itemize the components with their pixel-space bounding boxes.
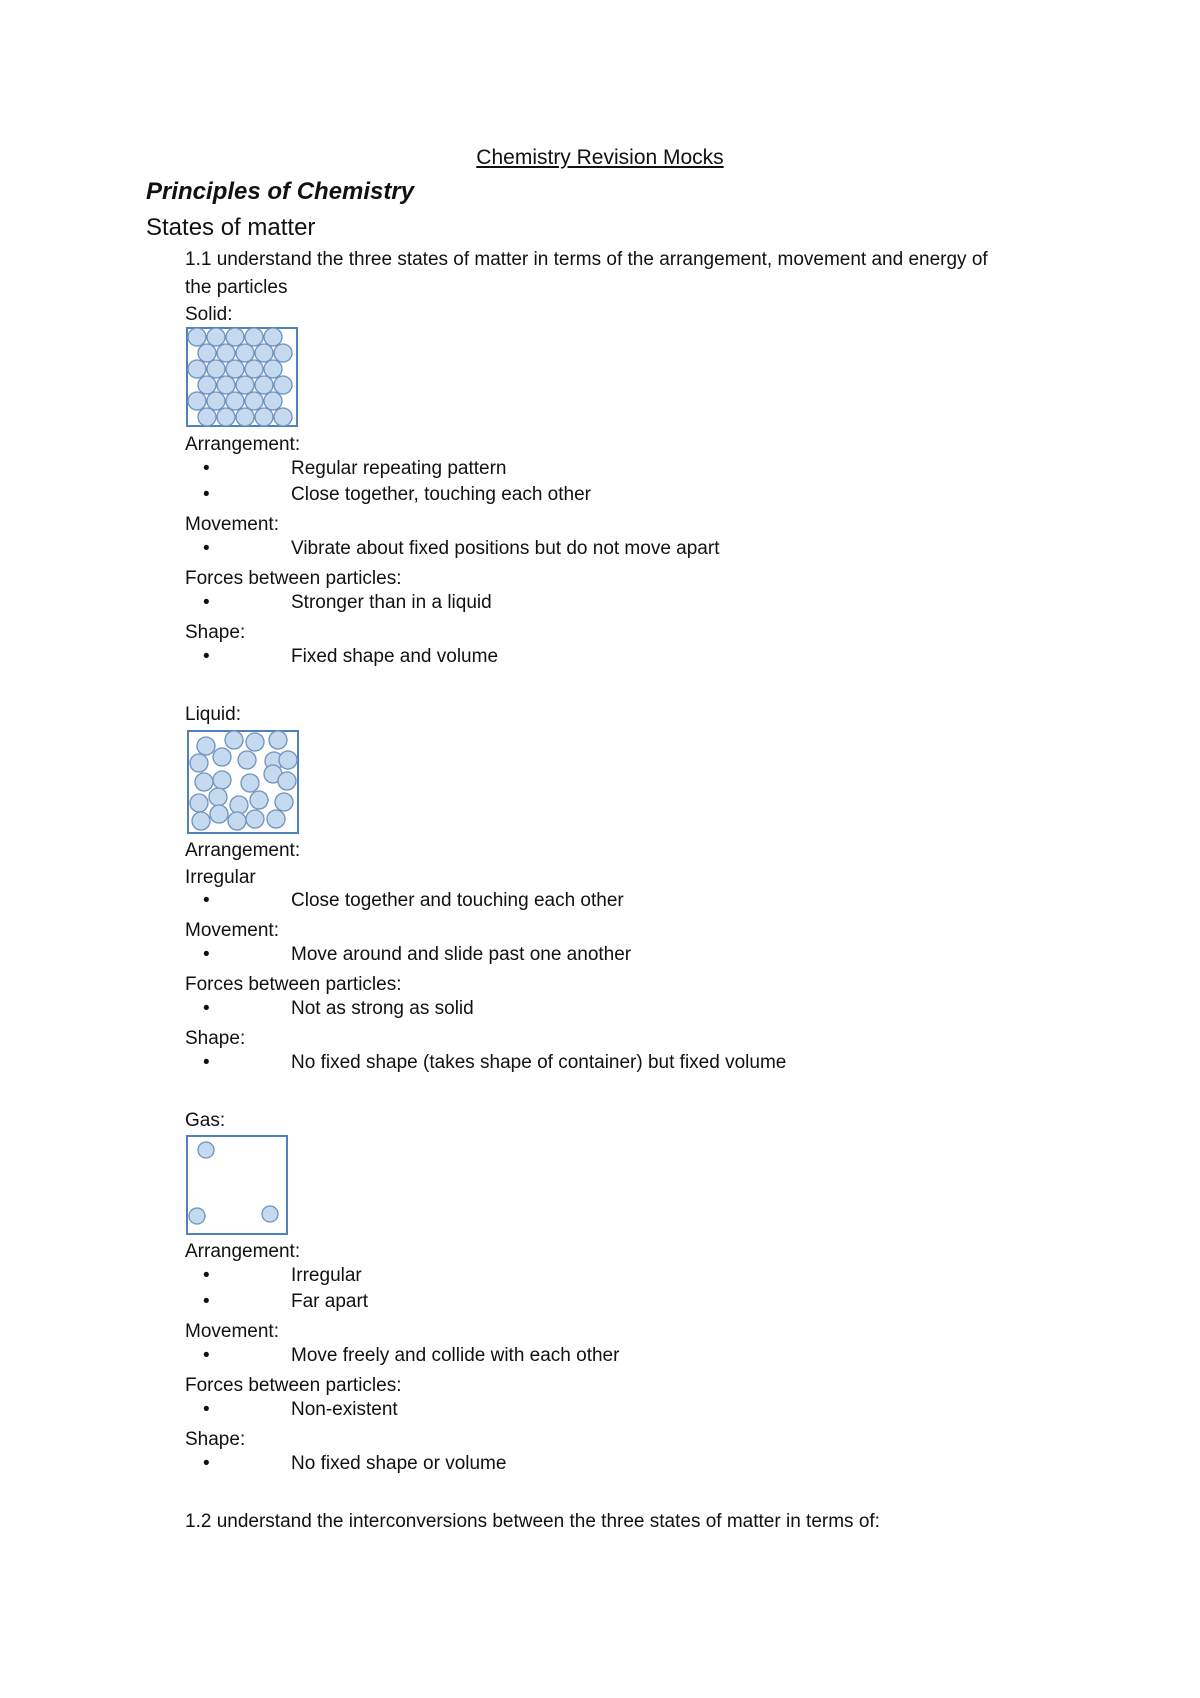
particle-icon [209,788,227,806]
particle-icon [274,408,292,426]
particle-icon [274,344,292,362]
particle-icon [198,376,216,394]
particle-icon [198,1142,214,1158]
section-title: Principles of Chemistry [146,178,415,205]
particle-icon [217,408,235,426]
particle-icon [246,810,264,828]
particle-icon [228,812,246,830]
particle-icon [188,392,206,410]
particle-icon [207,328,225,346]
particle-icon [250,791,268,809]
objective-2: 1.2 understand the interconversions between the three states of matter in terms of: [185,1511,880,1532]
solid-movement-item-1: Vibrate about fixed positions but do not move apart [291,538,720,559]
liquid-arrangement-note: Irregular [185,867,256,888]
gas-forces-label: Forces between particles: [185,1375,402,1396]
particle-icon [210,805,228,823]
particle-icon [246,733,264,751]
particle-icon [226,328,244,346]
solid-label: Solid: [185,304,233,325]
bullet-icon: • [203,944,210,965]
particle-icon [198,344,216,362]
particle-icon [217,344,235,362]
objective-1-line-2: the particles [185,277,288,298]
particle-icon [190,794,208,812]
particle-icon [207,360,225,378]
objective-1-line-1: 1.1 understand the three states of matter in terms of the arrangement, movement and energy of [185,249,988,270]
gas-shape-item-1: No fixed shape or volume [291,1453,507,1474]
particle-icon [189,1208,205,1224]
liquid-movement-item-1: Move around and slide past one another [291,944,632,965]
solid-particle-diagram [186,327,298,427]
gas-shape-label: Shape: [185,1429,246,1450]
particle-icon [188,360,206,378]
particle-icon [192,812,210,830]
particle-icon [274,376,292,394]
bullet-icon: • [203,458,210,479]
particle-icon [230,796,248,814]
particle-icon [213,771,231,789]
solid-arrangement-item-1: Regular repeating pattern [291,458,507,479]
gas-arrangement-item-1: Irregular [291,1265,362,1286]
particle-icon [226,360,244,378]
particle-icon [217,376,235,394]
particle-icon [188,328,206,346]
particle-icon [241,774,259,792]
particle-icon [262,1206,278,1222]
gas-label: Gas: [185,1110,226,1131]
particle-icon [190,754,208,772]
solid-movement-label: Movement: [185,514,279,535]
bullet-icon: • [203,1291,210,1312]
gas-movement-item-1: Move freely and collide with each other [291,1345,620,1366]
particle-icon [245,360,263,378]
particle-icon [264,360,282,378]
bullet-icon: • [203,484,210,505]
liquid-arrangement-label: Arrangement: [185,840,301,861]
solid-shape-item-1: Fixed shape and volume [291,646,499,667]
particle-icon [238,751,256,769]
particle-icon [236,344,254,362]
gas-particle-diagram [186,1135,288,1235]
bullet-icon: • [203,646,210,667]
solid-arrangement-label: Arrangement: [185,434,301,455]
particle-icon [197,737,215,755]
gas-forces-item-1: Non-existent [291,1399,398,1420]
liquid-label: Liquid: [185,704,241,725]
bullet-icon: • [203,890,210,911]
bullet-icon: • [203,1345,210,1366]
liquid-shape-item-1: No fixed shape (takes shape of container) but fixed volume [291,1052,787,1073]
solid-forces-item-1: Stronger than in a liquid [291,592,492,613]
liquid-forces-label: Forces between particles: [185,974,402,995]
particle-icon [198,408,216,426]
particle-icon [245,328,263,346]
particle-icon [255,408,273,426]
particle-icon [255,344,273,362]
particle-icon [255,376,273,394]
liquid-particle-diagram [187,730,299,834]
particle-icon [264,328,282,346]
particle-icon [278,772,296,790]
particle-icon [236,408,254,426]
bullet-icon: • [203,1052,210,1073]
gas-movement-label: Movement: [185,1321,279,1342]
particle-icon [245,392,263,410]
particle-icon [267,810,285,828]
particle-icon [225,731,243,749]
particle-icon [269,731,287,749]
bullet-icon: • [203,1399,210,1420]
solid-arrangement-item-2: Close together, touching each other [291,484,591,505]
bullet-icon: • [203,1265,210,1286]
bullet-icon: • [203,592,210,613]
particle-icon [195,773,213,791]
bullet-icon: • [203,998,210,1019]
particle-icon [264,392,282,410]
solid-forces-label: Forces between particles: [185,568,402,589]
gas-arrangement-item-2: Far apart [291,1291,369,1312]
solid-shape-label: Shape: [185,622,246,643]
liquid-shape-label: Shape: [185,1028,246,1049]
document-title: Chemistry Revision Mocks [476,146,724,169]
bullet-icon: • [203,1453,210,1474]
particle-icon [226,392,244,410]
bullet-icon: • [203,538,210,559]
gas-arrangement-label: Arrangement: [185,1241,301,1262]
particle-icon [236,376,254,394]
subsection-heading: States of matter [146,214,316,241]
particle-icon [279,751,297,769]
liquid-arrangement-item-1: Close together and touching each other [291,890,624,911]
particle-icon [207,392,225,410]
liquid-forces-item-1: Not as strong as solid [291,998,474,1019]
particle-icon [213,748,231,766]
particle-icon [275,793,293,811]
liquid-movement-label: Movement: [185,920,279,941]
